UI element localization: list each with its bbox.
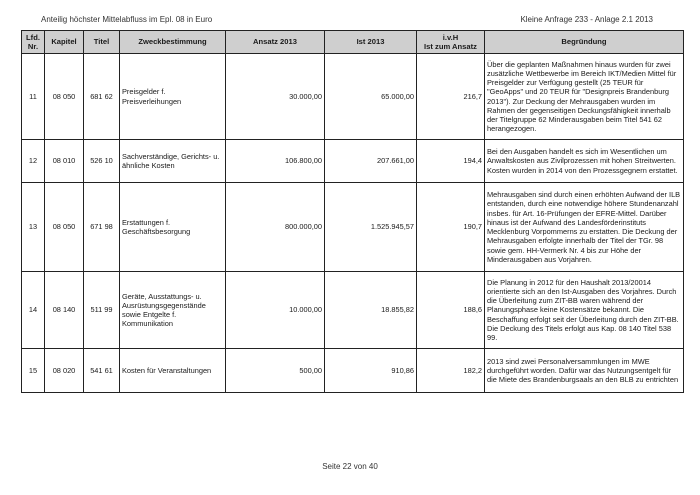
cell-ivh: 216,7	[417, 54, 485, 140]
cell-begruendung: Bei den Ausgaben handelt es sich im Wesentlichen um Anwaltskosten aus Zivilprozessen mit hohen Streitwerten. Kosten wurden in 2014 von den Prozessgegnern erstattet.	[485, 140, 684, 183]
cell-nr: 11	[22, 54, 45, 140]
col-header-ivh: i.v.H Ist zum Ansatz	[417, 31, 485, 54]
cell-nr: 13	[22, 183, 45, 272]
cell-titel: 671 98	[84, 183, 120, 272]
col-header-ansatz: Ansatz 2013	[226, 31, 325, 54]
cell-begruendung: 2013 sind zwei Personalversammlungen im MWE durchgeführt worden. Dafür war das Nutzungsentgelt für die Miete des Brandenburgsaals an den BLB zu entrichten	[485, 349, 684, 393]
cell-ivh: 182,2	[417, 349, 485, 393]
table-row	[22, 183, 684, 272]
cell-begruendung: Die Planung in 2012 für den Haushalt 2013/20014 orientierte sich an den Ist-Ausgaben des Vorjahres. Durch die Überleitung zum ZIT-BB waren während der Planungsphase keine Kostensätze bekannt. Die Beschaffung erfolgt seit der Überleitung durch den ZIT-BB. Die Deckung des Titels erfolgt aus Kap. 08 140 Titel 538 99.	[485, 272, 684, 349]
cell-ivh: 188,6	[417, 272, 485, 349]
cell-zweck: Geräte, Ausstattungs- u. Ausrüstungsgegenstände sowie Entgelte f. Kommunikation	[120, 272, 226, 349]
cell-nr: 14	[22, 272, 45, 349]
page-number: Seite 22 von 40	[322, 462, 378, 471]
col-header-kapitel: Kapitel	[45, 31, 84, 54]
table-header-row	[22, 31, 684, 54]
document-header-left: Anteilig höchster Mittelabfluss im Epl. 08 in Euro	[41, 15, 213, 24]
cell-ist: 1.525.945,57	[325, 183, 417, 272]
cell-kapitel: 08 020	[45, 349, 84, 393]
col-header-begruendung: Begründung	[485, 31, 684, 54]
cell-titel: 541 61	[84, 349, 120, 393]
cell-begruendung: Über die geplanten Maßnahmen hinaus wurden für zwei zusätzliche Wettbewerbe im Bereich IKT/Medien Mittel für Preisgelder zur Verfügung gestellt (25 TEUR für "GeoApps" und 20 TEUR für "Designpreis Brandenburg 2013"). Zur Deckung der Mehrausgaben wurden im Rahmen der gegenseitigen Deckungsfähigkeit innerhalb der Titelgruppe 62 Minderausgaben beim Titel 541 62 herangezogen.	[485, 54, 684, 140]
cell-ansatz: 500,00	[226, 349, 325, 393]
cell-kapitel: 08 010	[45, 140, 84, 183]
table-row	[22, 54, 684, 140]
budget-table	[21, 30, 684, 393]
cell-ivh: 194,4	[417, 140, 485, 183]
cell-ansatz: 10.000,00	[226, 272, 325, 349]
cell-zweck: Kosten für Veranstaltungen	[120, 349, 226, 393]
cell-ist: 207.661,00	[325, 140, 417, 183]
cell-kapitel: 08 050	[45, 183, 84, 272]
col-header-lfd: Lfd. Nr.	[22, 31, 45, 54]
cell-zweck: Erstattungen f. Geschäftsbesorgung	[120, 183, 226, 272]
cell-ist: 65.000,00	[325, 54, 417, 140]
cell-zweck: Sachverständige, Gerichts- u. ähnliche Kosten	[120, 140, 226, 183]
document-header-right: Kleine Anfrage 233 - Anlage 2.1 2013	[520, 15, 653, 24]
col-header-ist: Ist 2013	[325, 31, 417, 54]
col-header-titel: Titel	[84, 31, 120, 54]
cell-begruendung: Mehrausgaben sind durch einen erhöhten Aufwand der ILB entstanden, durch eine notwendige höhere Stundenanzahl insbes. für Art. 16-Prüfungen der EFRE-Mittel. Darüber hinaus ist der Aufwand des Landesförderinstituts Mecklenburg Vorpommerns zu erstatten. Die Deckung der Mehrausgaben erfolgte innerhalb der Titel der TGr. 98 sowie gem. HH-Vermerk Nr. 4 bis zur Höhe der Minderausgaben aus Vorjahren.	[485, 183, 684, 272]
cell-titel: 511 99	[84, 272, 120, 349]
cell-nr: 15	[22, 349, 45, 393]
cell-titel: 526 10	[84, 140, 120, 183]
table-row	[22, 140, 684, 183]
cell-ist: 18.855,82	[325, 272, 417, 349]
table-row	[22, 272, 684, 349]
cell-ansatz: 800.000,00	[226, 183, 325, 272]
cell-ansatz: 30.000,00	[226, 54, 325, 140]
cell-ansatz: 106.800,00	[226, 140, 325, 183]
cell-kapitel: 08 050	[45, 54, 84, 140]
table-row	[22, 349, 684, 393]
cell-nr: 12	[22, 140, 45, 183]
cell-ist: 910,86	[325, 349, 417, 393]
cell-titel: 681 62	[84, 54, 120, 140]
cell-kapitel: 08 140	[45, 272, 84, 349]
cell-zweck: Preisgelder f. Preisverleihungen	[120, 54, 226, 140]
col-header-zweck: Zweckbestimmung	[120, 31, 226, 54]
cell-ivh: 190,7	[417, 183, 485, 272]
